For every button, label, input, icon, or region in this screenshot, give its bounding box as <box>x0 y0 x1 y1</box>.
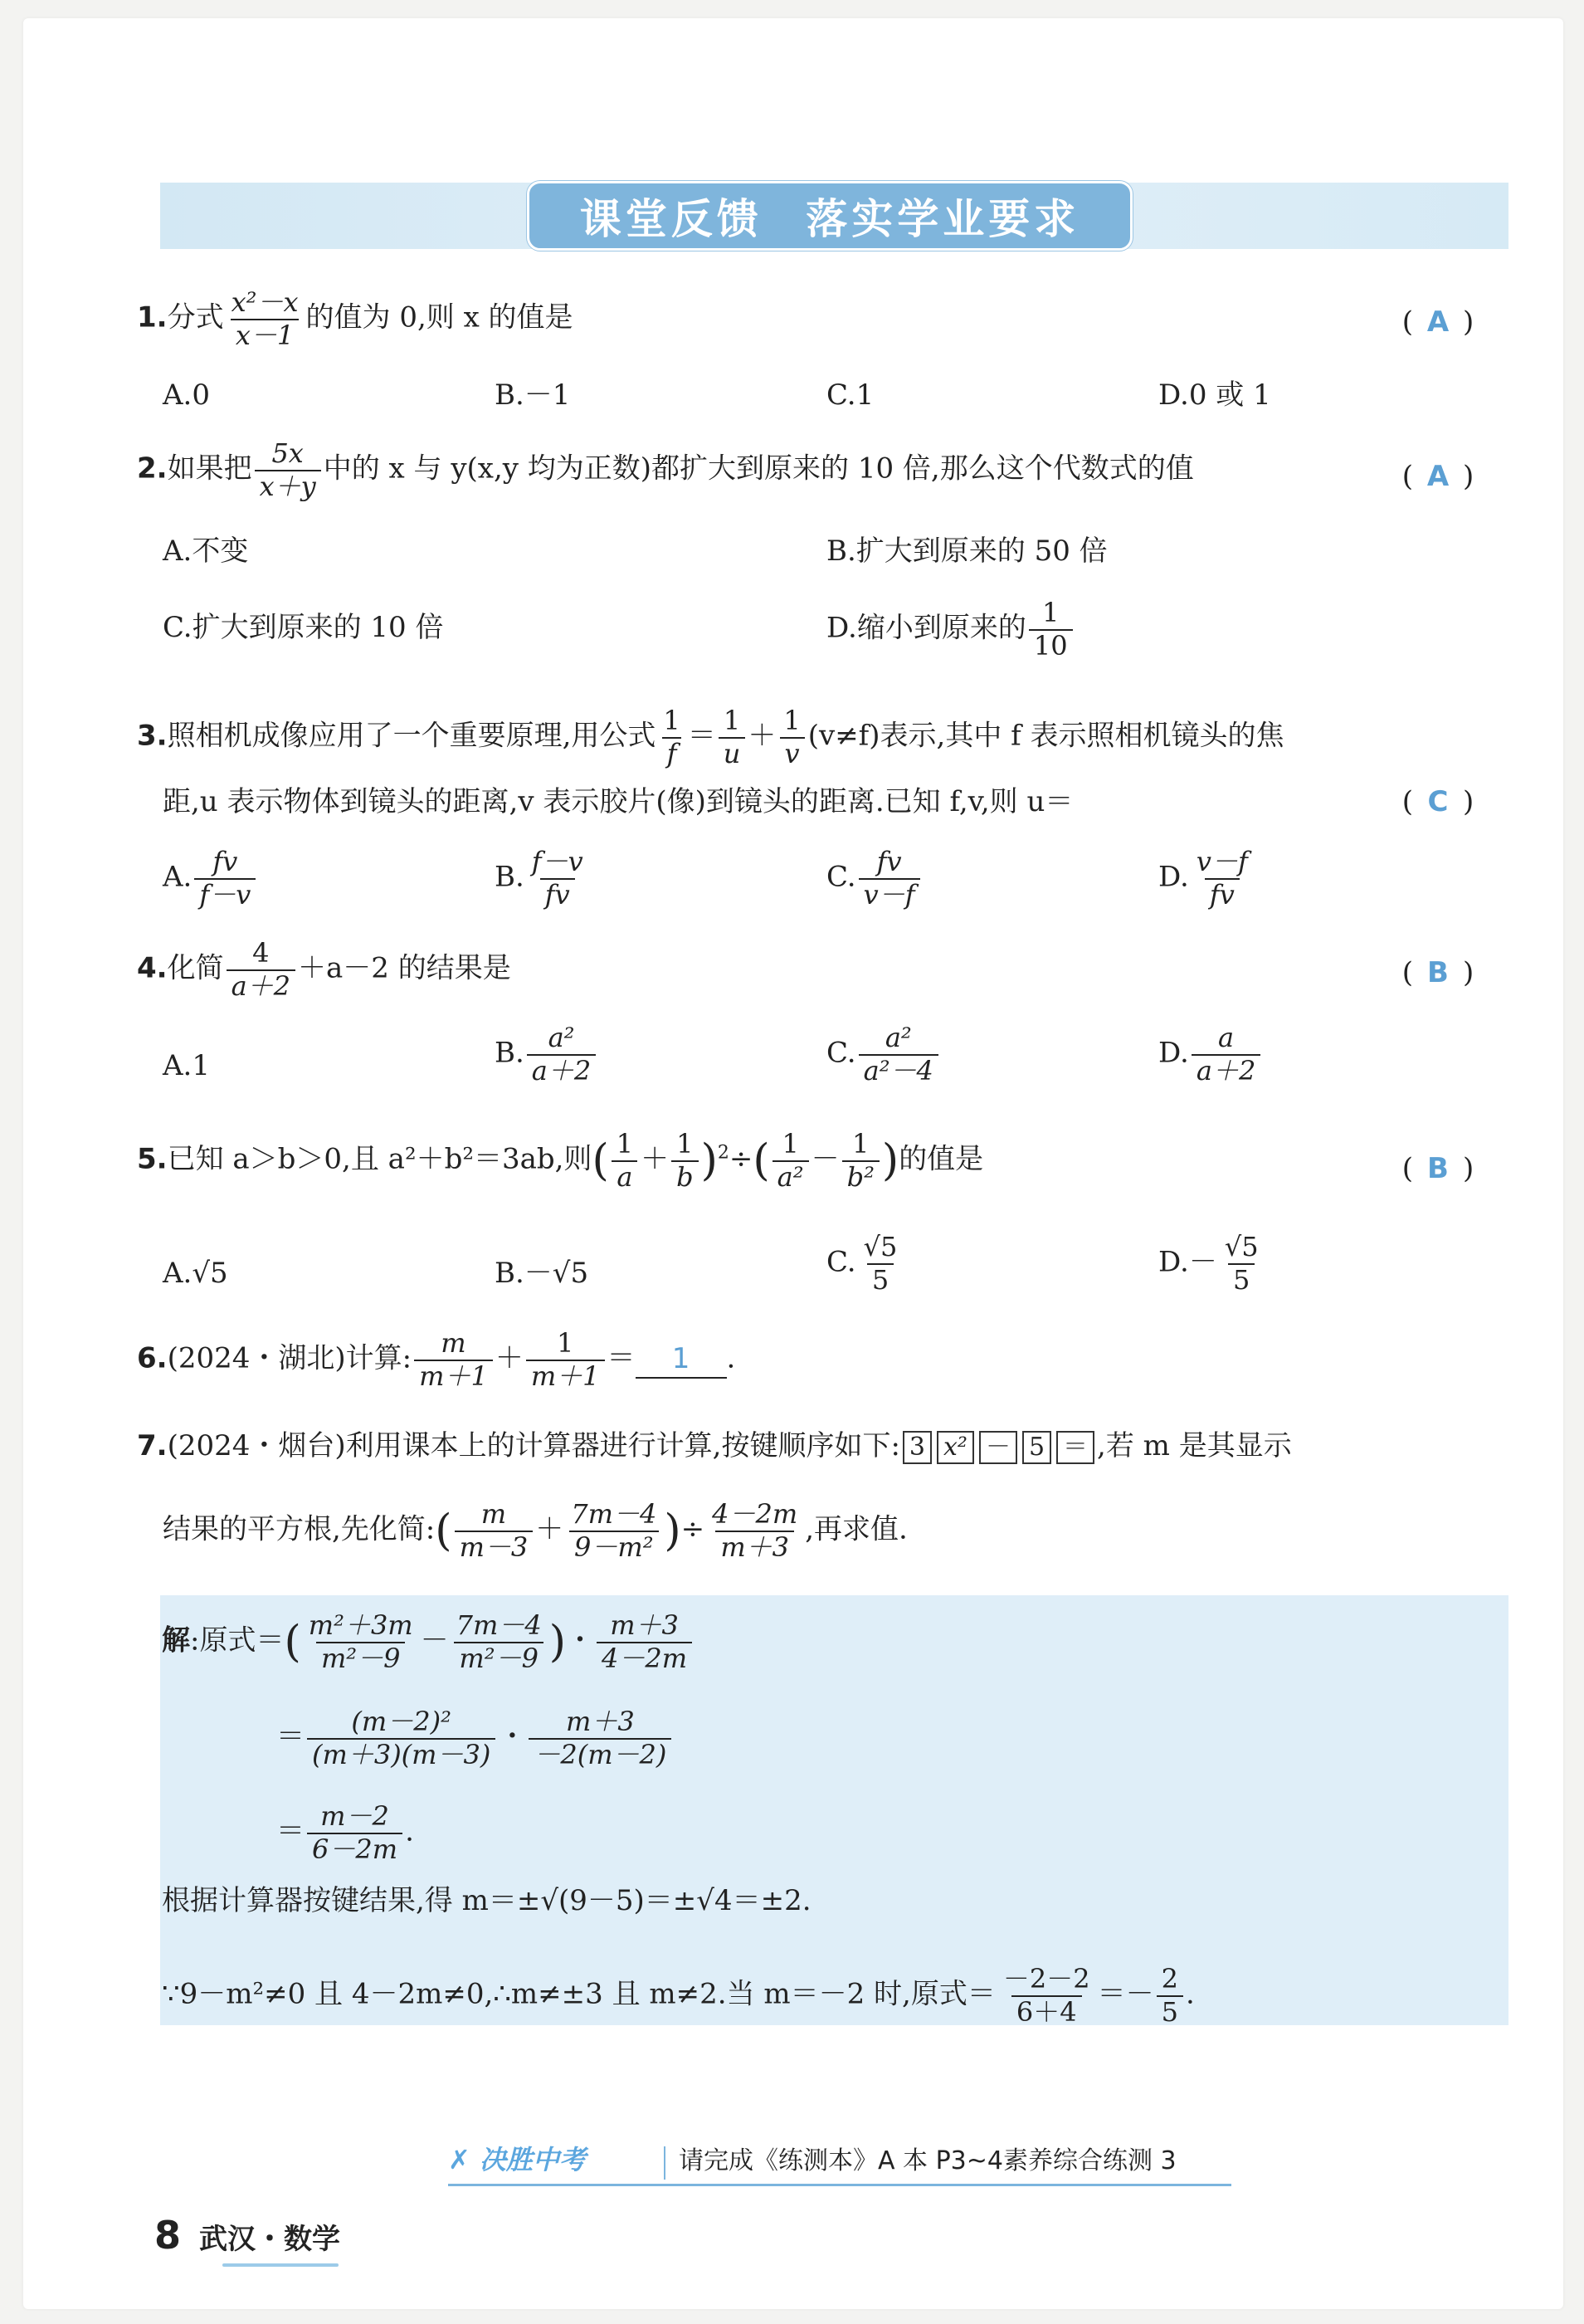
numerator: 1 <box>782 1128 799 1160</box>
denominator: 10 <box>1029 629 1073 661</box>
denominator: fv <box>1205 878 1240 910</box>
page-number: 8 <box>154 2213 182 2258</box>
expr-fraction <box>307 1800 402 1865</box>
question-3: 3.照相机成像应用了一个重要原理,用公式 $\frac{1}{f}$ ＝ $\frac{1}{u}$ ＋ $\frac{1}{v}$ (v≠f)表示,其中 f 表示照相机镜头的焦 <box>137 705 1284 769</box>
paren: ) <box>700 1135 718 1186</box>
denominator: a＋2 <box>527 1054 596 1086</box>
option-fraction <box>1192 848 1253 909</box>
solution-line-1: 解:原式＝( $\frac{\text{m²＋3m}}{\text{m²－9}}$ － $\frac{7m-4}{\text{m²－9}}$ )・ $\frac{m+3}{4-2m}$ <box>162 1612 695 1672</box>
q2-option-d <box>826 599 1075 660</box>
paren: ( <box>753 1135 770 1186</box>
numerator: a² <box>548 1022 575 1053</box>
denominator: x＋y <box>255 470 321 501</box>
option-fraction <box>1029 599 1073 660</box>
answer-letter: A <box>1426 305 1450 339</box>
denominator: m＋1 <box>414 1360 493 1391</box>
numerator: m＋3 <box>566 1706 635 1737</box>
section-banner <box>160 183 1508 249</box>
denominator: 5 <box>867 1263 894 1295</box>
denominator: m－3 <box>455 1531 534 1562</box>
brand-logo <box>448 2140 647 2180</box>
answer-letter: C <box>1427 785 1449 818</box>
denominator: v <box>780 737 805 769</box>
expr-fraction <box>529 1708 671 1769</box>
option-label: C. <box>826 1036 856 1070</box>
lens-formula-v <box>778 707 805 768</box>
q3-option-a <box>163 848 258 909</box>
q4-option-a <box>163 1047 210 1084</box>
solution-line1-pre: :原式＝ <box>190 1623 285 1658</box>
paren: ( <box>592 1135 609 1186</box>
numerator: a <box>1218 1022 1235 1053</box>
solution-line5-text: ∵9－m²≠0 且 4－2m≠0,∴m≠±3 且 m≠2.当 m＝－2 时,原式＝ <box>162 1977 996 2011</box>
footer-divider <box>664 2146 665 2180</box>
lens-formula-f <box>658 707 685 768</box>
section-title: 课堂反馈 落实学业要求 <box>579 195 1080 243</box>
q1-option-d: D.0 或 1 <box>1158 378 1271 412</box>
expr-fraction <box>1157 1965 1183 2026</box>
expr-fraction <box>998 1965 1095 2026</box>
calculator-key: － <box>979 1431 1017 1464</box>
answer-3: ( C ) <box>1401 785 1474 818</box>
numerator: √5 <box>1224 1231 1259 1262</box>
solution-line-5: ∵9－m²≠0 且 4－2m≠0,∴m≠±3 且 m≠2.当 m＝－2 时,原式＝ $\frac{-2-2}{6+4}$ ＝－ $\frac{2}{5}$ . <box>162 1963 1195 2028</box>
q4-option-d <box>1158 1024 1263 1085</box>
q6-fraction <box>414 1327 493 1392</box>
calculator-key: 5 <box>1022 1431 1051 1464</box>
numerator: 7m－4 <box>456 1609 542 1641</box>
denominator: －2(m－2) <box>529 1738 671 1770</box>
numerator: x²－x <box>231 286 299 318</box>
footer-instruction: 请完成《练测本》A 本 P3~4素养综合练测 3 <box>679 2146 1177 2175</box>
denominator: a² <box>773 1160 809 1192</box>
q1-option-a: A.0 <box>163 378 210 412</box>
solution-line-3: ＝ $\frac{m-2}{6-2m}$ . <box>276 1800 414 1865</box>
denominator: fv <box>540 878 575 910</box>
numerator: m＋3 <box>610 1609 679 1641</box>
option-label: A. <box>163 860 193 894</box>
q5-option-d <box>1158 1233 1266 1294</box>
expr-fraction <box>612 1130 638 1191</box>
q2-text-post: 中的 x 与 y(x,y 均为正数)都扩大到原来的 10 倍,那么这个代数式的值 <box>323 452 1194 486</box>
numerator: (m－2)² <box>351 1706 451 1737</box>
denominator: (m＋3)(m－3) <box>307 1738 495 1770</box>
expr-fraction <box>707 1498 802 1563</box>
question-1 <box>137 286 573 351</box>
paren: ( <box>284 1617 301 1667</box>
paren: ) <box>664 1506 681 1556</box>
q3-text-pre: 照相机成像应用了一个重要原理,用公式 <box>167 719 656 753</box>
numerator: 4 <box>252 937 270 969</box>
question-5: 5.已知 a＞b＞0,且 a²＋b²＝3ab,则( $\frac{1}{a}$ ＋ $\frac{1}{b}$ )$^2$÷( $\frac{1}{\text{a²}}$ － $\frac{1}{\text{b²}}$ )的值是 <box>137 1128 984 1193</box>
numerator: 7m－4 <box>571 1498 657 1530</box>
numerator: 1 <box>556 1327 574 1359</box>
calculator-key: ＝ <box>1056 1431 1094 1464</box>
expr-fraction <box>842 1130 880 1191</box>
option-label: D. <box>1158 860 1189 894</box>
answer-blank: 1 <box>636 1340 727 1379</box>
exponent: 2 <box>717 1142 729 1164</box>
option-label: B. <box>495 1036 524 1070</box>
numerator: m <box>480 1498 507 1530</box>
option-label: D.－ <box>1158 1245 1217 1279</box>
solution-box <box>160 1595 1508 2028</box>
option-fraction <box>859 1233 903 1294</box>
q3-option-d <box>1158 848 1255 909</box>
q4-text-post: ＋a－2 的结果是 <box>298 951 511 985</box>
q1-option-b: B.－1 <box>495 378 571 412</box>
denominator: 5 <box>1228 1263 1255 1295</box>
denominator: a²－4 <box>859 1054 938 1086</box>
q6-text-end: . <box>726 1341 736 1375</box>
q7-text-pre: (2024・烟台)利用课本上的计算器进行计算,按键顺序如下: <box>167 1429 900 1462</box>
q5-option-a: A.√5 <box>163 1257 228 1290</box>
denominator: a＋2 <box>1192 1054 1260 1086</box>
q5-text-pre: 已知 a＞b＞0,且 a²＋b²＝3ab,则 <box>167 1142 592 1176</box>
answer-letter: B <box>1427 956 1449 989</box>
denominator: 4－2m <box>597 1642 692 1673</box>
option-label: C. <box>826 1245 856 1279</box>
numerator: f－v <box>531 846 583 877</box>
denominator: b² <box>842 1160 880 1192</box>
option-fraction <box>194 848 256 909</box>
question-7 <box>137 1428 1292 1464</box>
option-fraction <box>1220 1233 1264 1294</box>
question-number: 6. <box>137 1341 168 1375</box>
option-fraction <box>859 1024 938 1085</box>
answer-5: ( B ) <box>1401 1152 1474 1185</box>
worksheet-page <box>23 18 1563 2309</box>
q2-option-a: A.不变 <box>163 535 249 568</box>
q3-line-2: 距,u 表示物体到镜头的距离,v 表示胶片(像)到镜头的距离.已知 f,v,则 u＝ <box>163 785 1074 818</box>
expr-fraction <box>671 1130 698 1191</box>
answer-2: ( A ) <box>1401 460 1474 493</box>
numerator: 1 <box>676 1128 694 1160</box>
numerator: －2－2 <box>1002 1963 1090 1994</box>
expr-fraction <box>566 1498 661 1563</box>
q6-text-pre: (2024・湖北)计算: <box>167 1341 412 1375</box>
numerator: 1 <box>783 705 801 736</box>
denominator: 6－2m <box>307 1833 402 1864</box>
option-fraction <box>1192 1024 1260 1085</box>
numerator: a² <box>885 1022 912 1053</box>
numerator: 2 <box>1161 1963 1178 1994</box>
denominator: m＋3 <box>715 1531 794 1562</box>
q5-option-b: B.－√5 <box>495 1257 589 1290</box>
q5-option-c <box>826 1233 904 1294</box>
numerator: m²＋3m <box>308 1609 413 1641</box>
question-number: 4. <box>137 951 168 985</box>
q2-fraction <box>255 437 321 502</box>
denominator: b <box>671 1160 698 1192</box>
q2-option-b: B.扩大到原来的 50 倍 <box>826 535 1108 568</box>
q4-text-pre: 化简 <box>167 951 224 985</box>
q4-fraction <box>227 937 295 1002</box>
numerator: √5 <box>863 1231 898 1262</box>
question-2 <box>137 437 1194 502</box>
numerator: m <box>441 1327 466 1359</box>
denominator: u <box>719 737 746 769</box>
expr-fraction <box>773 1130 809 1191</box>
q1-option-c: C.1 <box>826 378 875 412</box>
q7-line2-post: ,再求值. <box>805 1512 908 1546</box>
answer-letter: B <box>1427 1152 1449 1185</box>
numerator: fv <box>212 846 238 877</box>
option-label: A.1 <box>163 1049 210 1082</box>
page-underline <box>222 2263 339 2267</box>
question-number: 7. <box>137 1429 168 1462</box>
calculator-key: 3 <box>903 1431 932 1464</box>
paren: ) <box>548 1617 567 1667</box>
question-number: 5. <box>137 1142 168 1176</box>
question-6: 6.(2024・湖北)计算: $\frac{m}{m+1}$ ＋ $\frac{1}{m+1}$ ＝ 1 . <box>137 1327 736 1392</box>
q5-text-post: 的值是 <box>899 1142 984 1176</box>
denominator: m²－9 <box>454 1642 543 1673</box>
option-fraction <box>527 1024 596 1085</box>
numerator: 1 <box>663 705 680 736</box>
runner-icon: ✗ <box>448 2144 470 2175</box>
option-label: B. <box>495 860 524 894</box>
denominator: 5 <box>1157 1995 1183 2027</box>
paren: ) <box>881 1135 899 1186</box>
q4-option-c <box>826 1024 941 1085</box>
footer-rule <box>448 2184 1231 2186</box>
question-number: 1. <box>137 300 168 334</box>
numerator: 1 <box>852 1128 870 1160</box>
lens-formula-u <box>719 707 746 768</box>
denominator: m＋1 <box>526 1360 605 1391</box>
numerator: 1 <box>1042 597 1060 628</box>
expr-fraction <box>304 1609 418 1674</box>
q1-fraction <box>227 286 304 351</box>
numerator: 5x <box>271 437 304 469</box>
numerator: fv <box>876 846 902 877</box>
denominator: x－1 <box>231 319 299 350</box>
expr-fraction <box>307 1708 495 1769</box>
denominator: 6＋4 <box>1011 1995 1082 2027</box>
numerator: m－2 <box>320 1800 389 1832</box>
q4-option-b <box>495 1024 598 1085</box>
q7-line-2: 结果的平方根,先化简:( $\frac{m}{m-3}$ ＋ $\frac{7m-4}{\text{9－m²}}$ )÷ $\frac{4-2m}{m+3}$ ,再求值. <box>163 1498 908 1563</box>
q6-fraction <box>526 1327 605 1392</box>
q1-text-post: 的值为 0,则 x 的值是 <box>305 300 573 334</box>
expr-fraction <box>451 1609 547 1674</box>
q2-option-c: C.扩大到原来的 10 倍 <box>163 611 444 644</box>
calculator-key: x² <box>937 1431 974 1464</box>
solution-line-4: 根据计算器按键结果,得 m＝±√(9－5)＝±√4＝±2. <box>162 1884 811 1917</box>
answer-4: ( B ) <box>1401 956 1474 989</box>
expr-fraction <box>455 1498 534 1563</box>
q2-text-pre: 如果把 <box>167 452 252 486</box>
numerator: v－f <box>1196 846 1248 877</box>
q1-text-pre: 分式 <box>167 300 224 334</box>
solution-label: 解 <box>162 1623 190 1658</box>
q3-option-c <box>826 848 923 909</box>
numerator: 4－2m <box>712 1498 798 1530</box>
option-fraction <box>859 848 920 909</box>
denominator: v－f <box>859 878 920 910</box>
option-fraction <box>527 848 588 909</box>
answer-letter: A <box>1426 460 1450 493</box>
expr-fraction <box>597 1609 692 1674</box>
section-title-pill <box>527 181 1133 251</box>
denominator: f <box>662 737 682 769</box>
option-label: D. <box>1158 1036 1189 1070</box>
question-number: 2. <box>137 452 168 486</box>
numerator: 1 <box>616 1128 634 1160</box>
question-number: 3. <box>137 719 168 753</box>
q3-text-post: (v≠f)表示,其中 f 表示照相机镜头的焦 <box>807 719 1284 753</box>
option-label: C. <box>826 860 856 894</box>
paren: ( <box>435 1506 452 1556</box>
page-label: 武汉・数学 <box>199 2223 340 2256</box>
brand-name: 决胜中考 <box>479 2144 586 2175</box>
question-4 <box>137 937 511 1002</box>
denominator: f－v <box>194 878 256 910</box>
answer-1: ( A ) <box>1401 305 1474 339</box>
option-text: D.缩小到原来的 <box>826 611 1026 645</box>
q7-line2-pre: 结果的平方根,先化简: <box>163 1512 436 1546</box>
denominator: a＋2 <box>227 969 295 1001</box>
denominator: m²－9 <box>316 1642 406 1673</box>
denominator: a <box>612 1160 637 1192</box>
solution-line-2: ＝ $\frac{\text{(m－2)²}}{(m+3)(m-3)}$ ・ $\frac{m+3}{-2(m-2)}$ <box>276 1708 674 1769</box>
denominator: 9－m² <box>569 1531 659 1562</box>
q7-text-post: ,若 m 是其显示 <box>1097 1429 1292 1462</box>
q3-option-b <box>495 848 591 909</box>
numerator: 1 <box>723 705 741 736</box>
